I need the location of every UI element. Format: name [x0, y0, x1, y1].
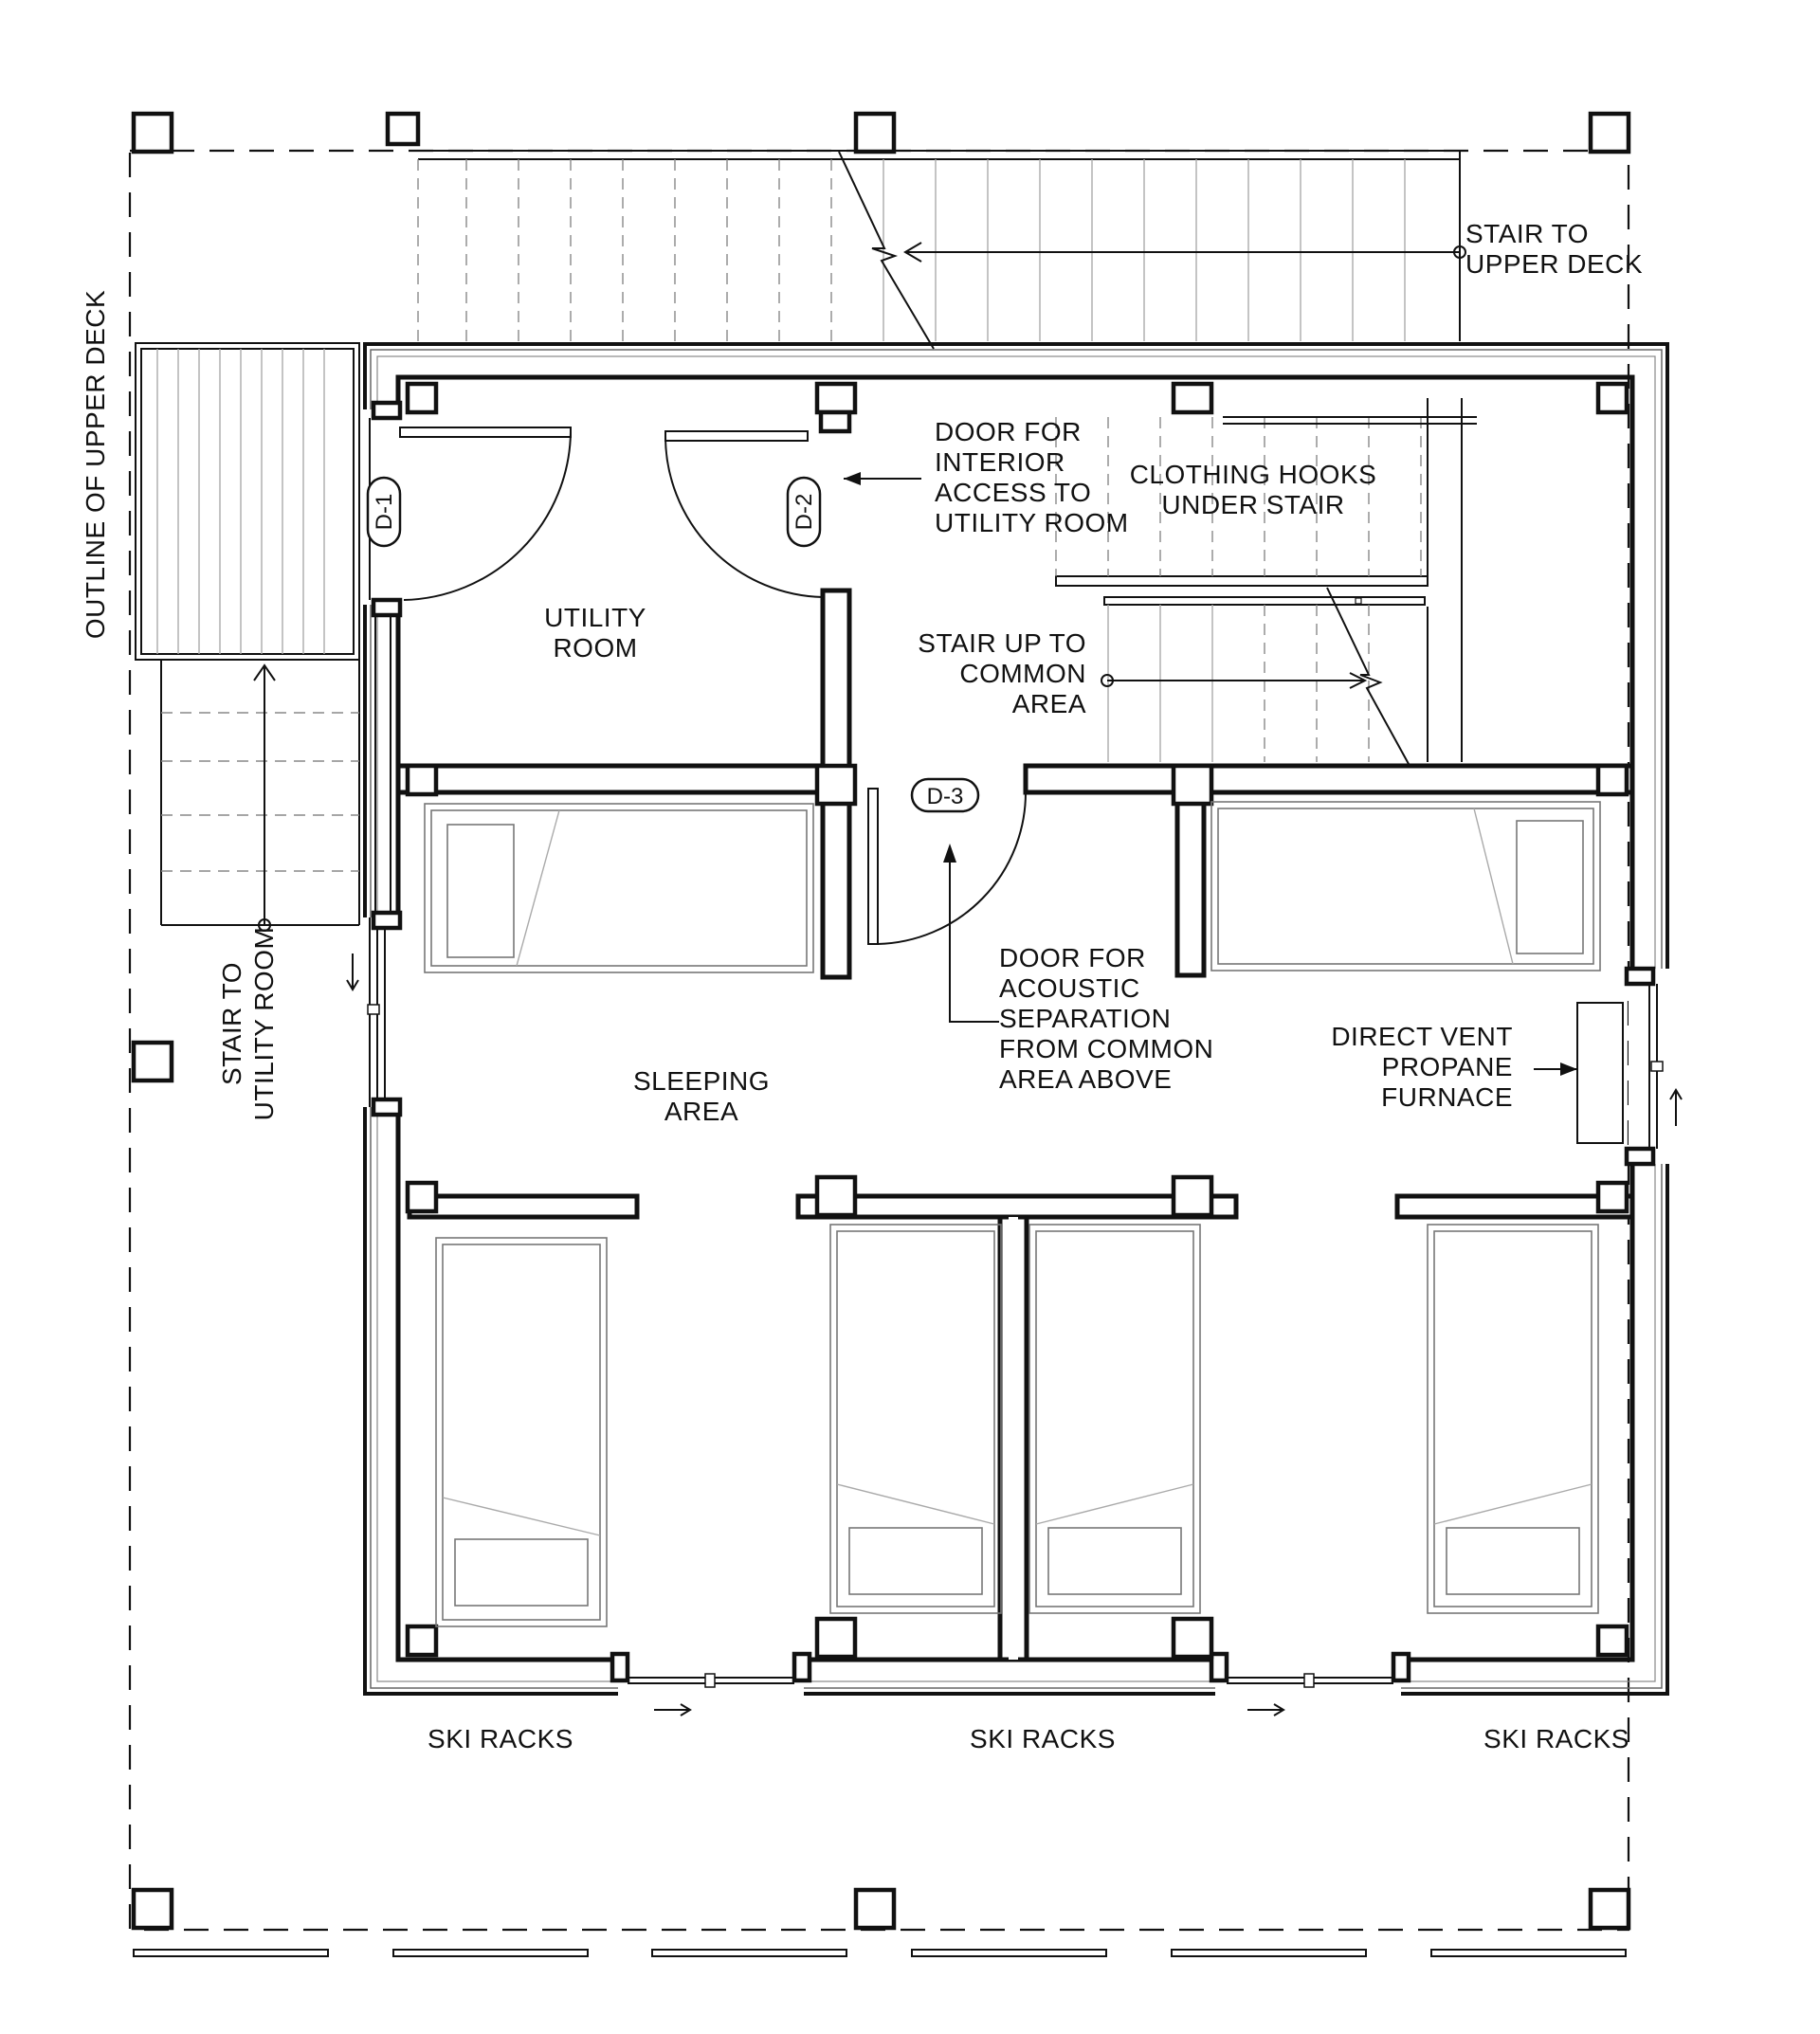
interior-partitions	[398, 590, 1632, 1660]
stair-utility-label-1: STAIR TO	[217, 961, 246, 1086]
stair-to-utility-room	[136, 343, 359, 990]
bed-lower-3	[1029, 1225, 1200, 1613]
door-tag-d1	[368, 478, 400, 546]
clothing-hooks-label-2: UNDER STAIR	[1161, 490, 1345, 519]
door-tag-d1-label: D-1	[372, 493, 397, 531]
ski-racks-label-left: SKI RACKS	[428, 1724, 573, 1753]
door-acoustic-label-3: SEPARATION	[999, 1004, 1172, 1033]
utility-room-label-2: ROOM	[553, 633, 638, 663]
door-acoustic-label-4: FROM COMMON	[999, 1034, 1214, 1063]
furnace-label-3: FURNACE	[1381, 1082, 1513, 1112]
stair-common-label-3: AREA	[1011, 689, 1086, 718]
door-interior-label-3: ACCESS TO	[935, 478, 1092, 507]
door-acoustic-label-5: AREA ABOVE	[999, 1064, 1173, 1094]
interior-stair	[1056, 398, 1477, 764]
furnace-label-1: DIRECT VENT	[1331, 1022, 1513, 1051]
door-acoustic-label-1: DOOR FOR	[999, 943, 1146, 972]
door-interior-label-1: DOOR FOR	[935, 417, 1082, 446]
door-tag-d2	[788, 478, 820, 546]
sleeping-area-label-2: AREA	[664, 1097, 739, 1126]
door-tags	[368, 478, 978, 811]
bed-lower-2	[830, 1225, 1001, 1613]
stair-upper-deck-label-2: UPPER DECK	[1465, 249, 1644, 279]
bed-lower-1	[436, 1238, 607, 1626]
door-tag-d2-label: D-2	[792, 493, 817, 531]
stair-common-label-2: COMMON	[959, 659, 1086, 688]
leaders	[844, 472, 999, 1022]
furnace-label-2: PROPANE	[1381, 1052, 1513, 1081]
clothing-hooks-label-1: CLOTHING HOOKS	[1129, 460, 1377, 489]
sleeping-area-label-1: SLEEPING	[632, 1066, 771, 1096]
annotations	[81, 219, 1643, 1753]
ski-racks-label-right: SKI RACKS	[1483, 1724, 1629, 1753]
stair-upper-deck-label-1: STAIR TO	[1465, 219, 1590, 248]
stair-to-upper-deck	[418, 151, 1465, 349]
furnace	[1534, 1003, 1623, 1143]
ski-racks-label-center: SKI RACKS	[970, 1724, 1116, 1753]
door-tag-d3	[912, 779, 978, 811]
stair-common-label-1: STAIR UP TO	[918, 628, 1086, 658]
bed-upper-right	[1211, 802, 1600, 971]
stair-utility-label-2: UTILITY ROOM	[249, 926, 279, 1121]
door-tag-d3-label: D-3	[926, 784, 964, 809]
outline-upper-deck-label: OUTLINE OF UPPER DECK	[81, 289, 110, 640]
door-interior-label-4: UTILITY ROOM	[935, 508, 1129, 537]
bed-lower-4	[1428, 1225, 1598, 1613]
deck-edge-boards	[134, 1950, 1626, 1956]
doors	[400, 427, 1026, 944]
bed-upper-left	[425, 804, 813, 972]
utility-room-label-1: UTILITY	[544, 603, 646, 632]
door-acoustic-label-2: ACOUSTIC	[999, 973, 1140, 1003]
door-interior-label-2: INTERIOR	[935, 447, 1065, 477]
